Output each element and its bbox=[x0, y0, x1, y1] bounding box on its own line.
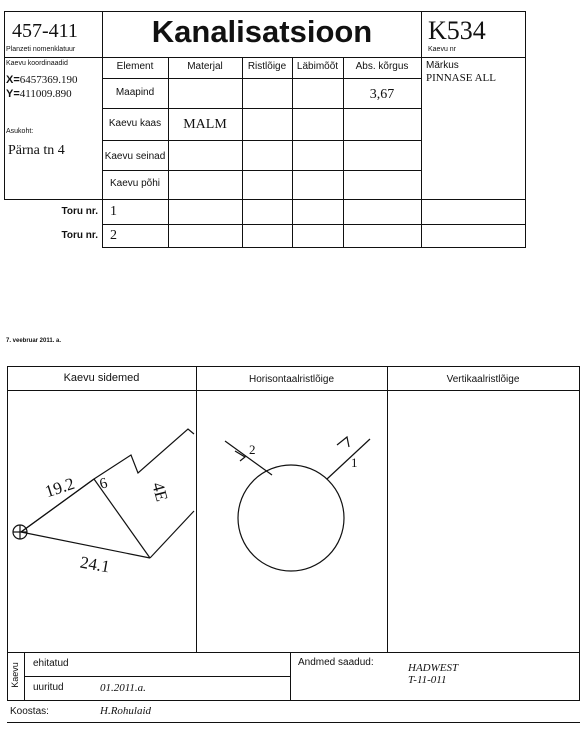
ties-sketch bbox=[7, 391, 196, 651]
coordinate-x bbox=[6, 74, 78, 86]
coordinate-y-value: 411009.890 bbox=[19, 88, 72, 100]
sketch-distance-3: 24.1 bbox=[78, 552, 112, 577]
nomenclature-label: Planzeti nomenklatuur bbox=[6, 46, 76, 53]
sketch-house-number: 4E bbox=[148, 480, 172, 504]
section-vertical-title: Vertikaalristlõige bbox=[446, 374, 520, 385]
document-date: 7. veebruar 2011. a. bbox=[6, 338, 62, 344]
row-element-seinad: Kaevu seinad bbox=[104, 151, 166, 162]
pipe-2-label: Toru nr. bbox=[61, 230, 98, 241]
pipe-2-value: 2 bbox=[110, 228, 117, 243]
data-source-value-1: HADWEST bbox=[408, 662, 459, 674]
row-material-kaas: MALM bbox=[183, 117, 227, 132]
section-ties-title: Kaevu sidemed bbox=[63, 372, 140, 384]
header-diameter: Läbimõõt bbox=[296, 61, 339, 72]
author-label: Koostas: bbox=[10, 706, 49, 717]
coordinate-x-value: 6457369.190 bbox=[19, 74, 78, 86]
header-cross-section: Ristlõige bbox=[247, 61, 287, 72]
author-value: H.Rohulaid bbox=[100, 705, 152, 717]
header-abs-height: Abs. kõrgus bbox=[355, 61, 409, 72]
section-horizontal-title: Horisontaalristlõige bbox=[248, 374, 335, 385]
horizontal-section-sketch bbox=[197, 391, 387, 651]
pipe-1-marker: 1 bbox=[351, 455, 358, 470]
sketch-distance-2: 6 bbox=[97, 475, 110, 493]
surveyed-label: uuritud bbox=[33, 682, 64, 693]
well-number-value: K534 bbox=[428, 16, 486, 45]
location-label: Asukoht: bbox=[6, 128, 34, 135]
header-material: Materjal bbox=[187, 61, 223, 72]
location-value: Pärna tn 4 bbox=[8, 143, 65, 158]
row-abs-maapind: 3,67 bbox=[369, 87, 395, 102]
data-source-label: Andmed saadud: bbox=[298, 657, 374, 668]
data-source-value-2: T-11-011 bbox=[408, 674, 447, 686]
coordinate-y-label: Y= bbox=[6, 88, 20, 100]
coordinate-y bbox=[6, 88, 72, 100]
coordinate-x-label: X= bbox=[6, 74, 20, 86]
footer-side-label: Kaevu bbox=[10, 662, 20, 688]
pipe-2-marker: 2 bbox=[249, 442, 256, 457]
row-element-pohi: Kaevu põhi bbox=[109, 178, 161, 189]
surveyed-value: 01.2011.a. bbox=[100, 682, 146, 694]
row-element-maapind: Maapind bbox=[115, 87, 155, 98]
header-element: Element bbox=[116, 61, 154, 72]
pipe-1-value: 1 bbox=[110, 204, 117, 219]
built-label: ehitatud bbox=[33, 658, 69, 669]
page-title: Kanalisatsioon bbox=[151, 14, 373, 49]
remark-value: PINNASE ALL bbox=[426, 72, 496, 84]
header-remark: Märkus bbox=[426, 60, 459, 71]
pipe-1-label: Toru nr. bbox=[61, 206, 98, 217]
well-number-label: Kaevu nr bbox=[428, 46, 457, 53]
nomenclature-value: 457-411 bbox=[12, 20, 78, 42]
sketch-distance-1: 19.2 bbox=[42, 473, 77, 502]
row-element-kaas: Kaevu kaas bbox=[108, 118, 162, 129]
coordinates-label: Kaevu koordinaadid bbox=[6, 60, 68, 67]
